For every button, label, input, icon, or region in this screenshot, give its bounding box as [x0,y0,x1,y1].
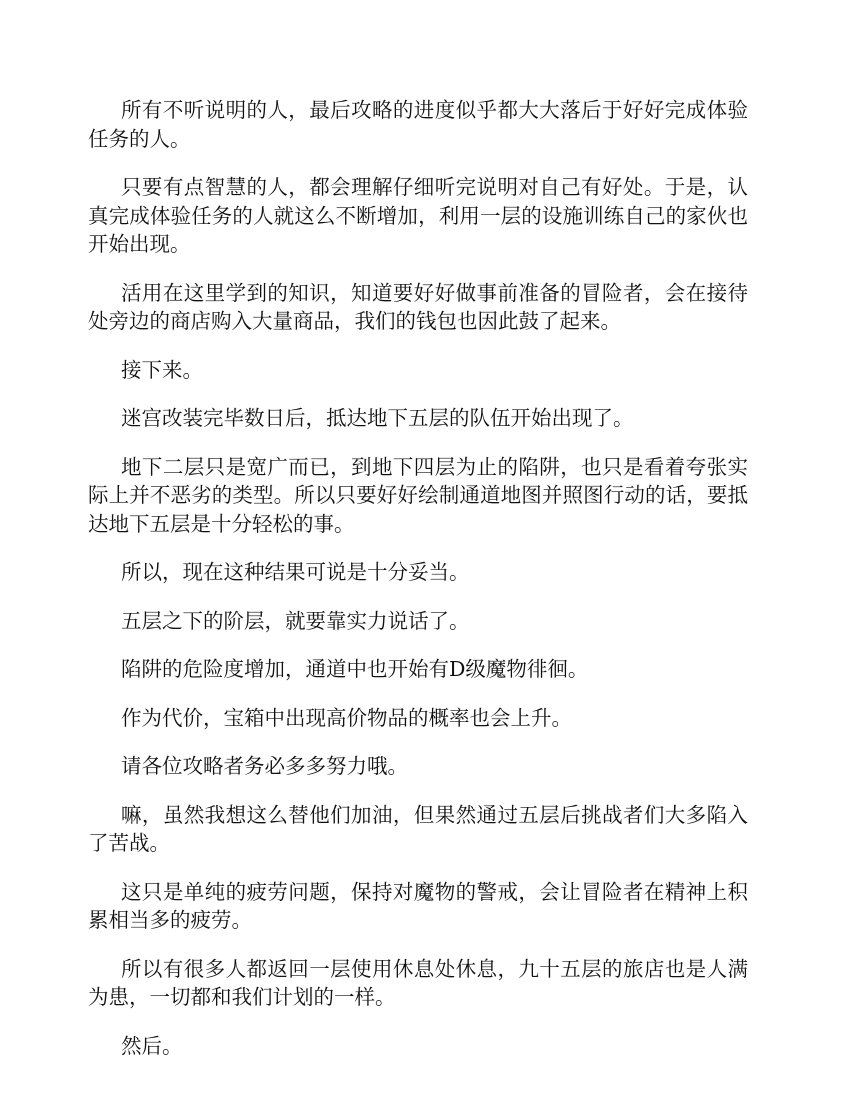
paragraph-6: 地下二层只是宽广而已，到地下四层为止的陷阱，也只是看着夸张实际上并不恶劣的类型。所以只要好好绘制通道地图并照图行动的话，要抵达地下五层是十分轻松的事。 [88,454,748,536]
paragraph-14: 所以有很多人都返回一层使用休息处休息，九十五层的旅店也是人满为患，一切都和我们计划的一样。 [88,956,748,1009]
paragraph-5: 迷宫改装完毕数日后，抵达地下五层的队伍开始出现了。 [121,406,634,430]
paragraph-15: 然后。 [121,1033,183,1058]
paragraph-13: 这只是单纯的疲劳问题，保持对魔物的警戒，会让冒险者在精神上积累相当多的疲劳。 [88,879,748,932]
paragraph-12: 嘛，虽然我想这么替他们加油，但果然通过五层后挑战者们大多陷入了苦战。 [88,802,748,855]
paragraph-4: 接下来。 [121,357,203,382]
paragraph-7: 所以，现在这种结果可说是十分妥当。 [121,560,470,584]
paragraph-8: 五层之下的阶层，就要靠实力说话了。 [121,608,470,633]
paragraph-10: 作为代价，宝箱中出现高价物品的概率也会上升。 [121,705,572,730]
paragraph-1: 所有不听说明的人，最后攻略的进度似乎都大大落后于好好完成体验任务的人。 [88,98,748,151]
paragraph-9: 陷阱的危险度增加，通道中也开始有D级魔物徘徊。 [121,657,589,681]
document-body [88,96,748,1080]
paragraph-3: 活用在这里学到的知识，知道要好好做事前准备的冒险者，会在接待处旁边的商店购入大量商品，我们的钱包也因此鼓了起来。 [88,280,748,333]
paragraph-11: 请各位攻略者务必多多努力哦。 [121,754,408,778]
paragraph-2: 只要有点智慧的人，都会理解仔细听完说明对自己有好处。于是，认真完成体验任务的人就这么不断增加，利用一层的设施训练自己的家伙也开始出现。 [88,175,748,256]
